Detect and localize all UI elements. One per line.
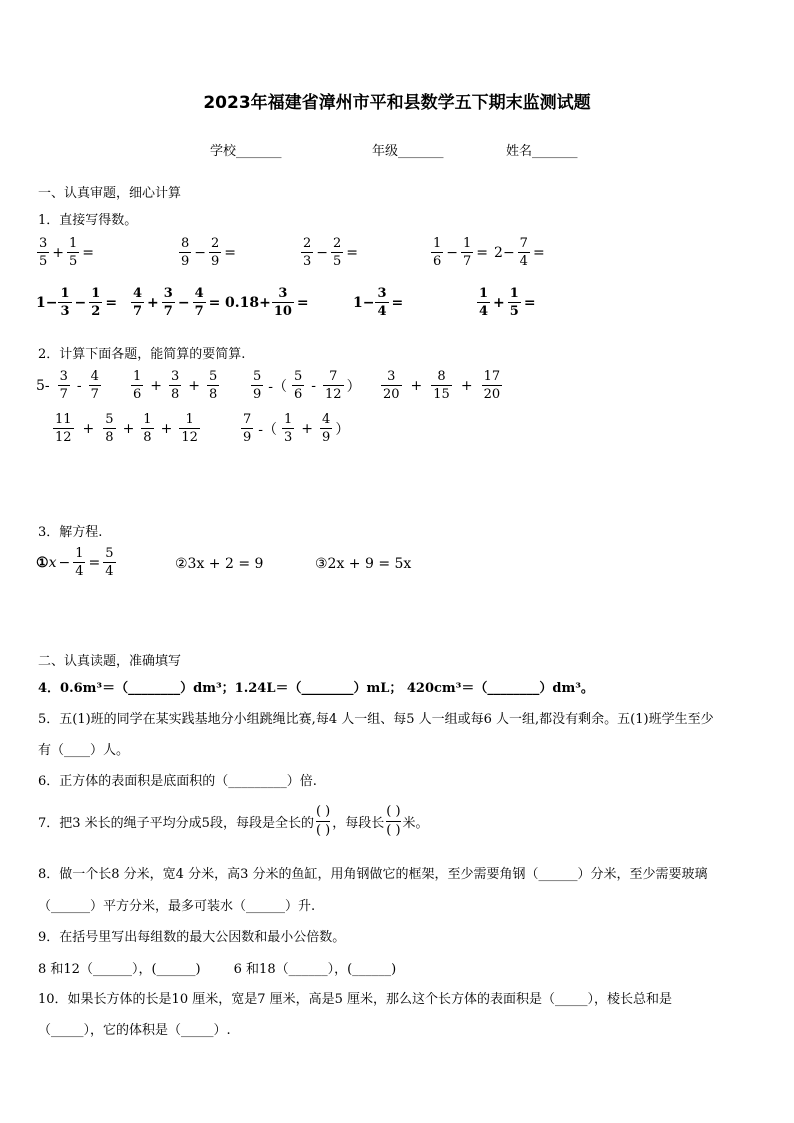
numerator: 1	[75, 546, 84, 561]
numerator: 3	[59, 369, 68, 384]
q4-text: 4．0.6m³＝（________）dm³；1.24L＝（________）mL； 420cm³＝（________）dm³。	[38, 681, 594, 696]
q1-expr-5	[36, 285, 119, 320]
operator: +	[52, 244, 65, 261]
name-field: 姓名_______	[506, 144, 578, 159]
operator: +	[410, 377, 423, 394]
lead-term: 2−	[494, 244, 515, 261]
equals: =	[224, 244, 237, 261]
denominator: 7	[90, 387, 99, 402]
numerator: 1	[133, 369, 142, 384]
lead-term: 1−	[36, 294, 58, 311]
q9-row: 8 和12（______），(______) 6 和18（______），(______)	[38, 962, 397, 977]
q1-expr-6	[130, 285, 222, 320]
q2-expr-3	[250, 368, 363, 403]
numerator: 5	[253, 369, 262, 384]
lead-term: 5-	[36, 377, 50, 394]
numerator: 8	[437, 369, 446, 384]
q9-text: 9．在括号里写出每组数的最大公因数和最小公倍数。	[38, 930, 346, 945]
denominator: 6	[433, 254, 442, 269]
operator: +	[147, 294, 159, 311]
operator: +	[160, 420, 173, 437]
denominator: 5	[39, 254, 48, 269]
blank-numerator: ( )	[386, 804, 401, 819]
denominator: 4	[479, 304, 489, 319]
school-field: 学校_______	[210, 144, 282, 159]
denominator: 8	[105, 430, 114, 445]
numerator: 1	[143, 412, 152, 427]
denominator: 6	[294, 387, 303, 402]
q1-expr-8	[353, 285, 405, 320]
operator: -（	[268, 378, 288, 395]
numerator: 11	[55, 412, 72, 427]
denominator: 9	[322, 430, 331, 445]
denominator: 4	[75, 564, 84, 579]
denominator: 4	[377, 304, 387, 319]
q2-expr-1	[36, 368, 102, 403]
numerator: 5	[105, 412, 114, 427]
numerator: 4	[322, 412, 331, 427]
numerator: 3	[278, 286, 288, 301]
q3-equation-3: ③2x + 9 = 5x	[315, 556, 412, 572]
denominator: 8	[171, 387, 180, 402]
denominator: 5	[69, 254, 78, 269]
numerator: 1	[479, 286, 489, 301]
equals: =	[82, 244, 95, 261]
denominator: 4	[105, 564, 114, 579]
numerator: 3	[387, 369, 396, 384]
denominator: 7	[163, 304, 173, 319]
q1-expr-7	[225, 285, 311, 320]
operator: +	[460, 377, 473, 394]
equals: =	[523, 294, 536, 311]
lead-term: 0.18+	[225, 294, 271, 311]
operator: −	[74, 294, 87, 311]
circled-number: ①	[36, 554, 49, 571]
q2-expr-5	[52, 411, 201, 446]
blank-denominator: ( )	[386, 823, 401, 838]
numerator: 1	[60, 286, 70, 301]
variable: x	[48, 554, 57, 571]
q1-expr-2	[178, 235, 238, 270]
denominator: 12	[181, 430, 198, 445]
denominator: 3	[60, 304, 70, 319]
equals: =	[88, 554, 101, 571]
q1-expr-4	[430, 235, 547, 270]
operator: +	[82, 420, 95, 437]
equals: =	[476, 244, 489, 261]
operator: +	[188, 377, 201, 394]
q7-part-b: ，每段长	[332, 816, 385, 831]
numerator: 4	[194, 286, 204, 301]
operator: +	[150, 377, 163, 394]
q7-part-a: 7．把3 米长的绳子平均分成5段，每段是全长的	[38, 816, 314, 831]
operator: +	[493, 294, 505, 311]
q10-text-line1: 10．如果长方体的长是10 厘米，宽是7 厘米，高是5 厘米，那么这个长方体的表面积是（_____），棱长总和是	[38, 992, 673, 1007]
grade-field: 年级_______	[372, 144, 444, 159]
numerator: 3	[171, 369, 180, 384]
q2-expr-6	[240, 411, 351, 446]
denominator: 12	[325, 387, 342, 402]
numerator: 1	[463, 236, 472, 251]
q1-expr-9	[476, 285, 538, 320]
denominator: 10	[273, 304, 292, 319]
equals: =	[532, 244, 545, 261]
equals: =	[208, 294, 221, 311]
denominator: 7	[463, 254, 472, 269]
numerator: 1	[433, 236, 442, 251]
section1-heading: 一、认真审题，细心计算	[38, 186, 182, 201]
q2-prompt: 2．计算下面各题，能简算的要简算.	[38, 347, 246, 362]
denominator: 8	[209, 387, 218, 402]
numerator: 7	[329, 369, 338, 384]
denominator: 2	[91, 304, 101, 319]
denominator: 5	[333, 254, 342, 269]
operator: −	[58, 554, 71, 571]
numerator: 2	[303, 236, 312, 251]
numerator: 1	[69, 236, 78, 251]
denominator: 7	[59, 387, 68, 402]
denominator: 4	[519, 254, 528, 269]
denominator: 9	[243, 430, 252, 445]
numerator: 1	[284, 412, 293, 427]
numerator: 17	[483, 369, 501, 384]
denominator: 3	[303, 254, 312, 269]
operator: −	[177, 294, 190, 311]
denominator: 8	[143, 430, 152, 445]
q5-text-line1: 5．五(1)班的同学在某实践基地分小组跳绳比赛,每4 人一组、每5 人一组或每6 人一组,都没有剩余。五(1)班学生至少	[38, 712, 714, 727]
q7-part-c: 米。	[402, 816, 429, 831]
q1-prompt: 1．直接写得数。	[38, 213, 138, 228]
numerator: 5	[294, 369, 303, 384]
q7-text	[38, 803, 429, 840]
equals: =	[296, 294, 309, 311]
numerator: 7	[243, 412, 252, 427]
q5-text-line2: 有（____）人。	[38, 743, 130, 758]
operator: -	[76, 377, 82, 394]
q3-equation-1	[36, 545, 117, 580]
page-title: 2023年福建省漳州市平和县数学五下期末监测试题	[203, 93, 591, 113]
denominator: 9	[211, 254, 220, 269]
operator: -（	[258, 421, 278, 438]
q2-expr-4	[380, 368, 503, 403]
denominator: 7	[194, 304, 204, 319]
operator: −	[446, 244, 459, 261]
close-paren: ）	[346, 378, 361, 395]
q3-prompt: 3．解方程.	[38, 525, 103, 540]
numerator: 3	[39, 236, 48, 251]
operator: -	[311, 377, 317, 394]
q8-text-line2: （______）平方分米，最多可装水（______）升.	[38, 899, 316, 914]
numerator: 5	[209, 369, 218, 384]
numerator: 2	[333, 236, 342, 251]
denominator: 6	[133, 387, 142, 402]
numerator: 8	[181, 236, 190, 251]
denominator: 5	[509, 304, 519, 319]
equals: =	[346, 244, 359, 261]
numerator: 2	[211, 236, 220, 251]
blank-numerator: ( )	[315, 804, 331, 819]
close-paren: ）	[335, 421, 350, 438]
section2-heading: 二、认真读题，准确填写	[38, 654, 182, 669]
numerator: 5	[105, 546, 114, 561]
numerator: 4	[133, 286, 143, 301]
equals: =	[391, 294, 404, 311]
q8-text-line1: 8．做一个长8 分米，宽4 分米，高3 分米的鱼缸，用角钢做它的框架，至少需要角钢（______）分米，至少需要玻璃	[38, 867, 708, 882]
denominator: 20	[483, 387, 501, 402]
denominator: 15	[433, 387, 450, 402]
numerator: 3	[163, 286, 173, 301]
numerator: 3	[377, 286, 387, 301]
numerator: 1	[185, 412, 194, 427]
numerator: 7	[519, 236, 528, 251]
denominator: 3	[284, 430, 293, 445]
q10-text-line2: （_____），它的体积是（_____）.	[38, 1023, 231, 1038]
operator: −	[194, 244, 207, 261]
q3-equation-2: ②3x + 2 = 9	[175, 556, 264, 572]
operator: −	[316, 244, 329, 261]
denominator: 12	[55, 430, 72, 445]
blank-denominator: ( )	[315, 823, 331, 838]
denominator: 20	[383, 387, 400, 402]
lead-term: 1−	[353, 294, 375, 311]
q2-expr-2	[130, 368, 220, 403]
numerator: 1	[91, 286, 101, 301]
denominator: 9	[181, 254, 190, 269]
q1-expr-3	[300, 235, 360, 270]
denominator: 7	[133, 304, 143, 319]
numerator: 1	[509, 286, 519, 301]
equals: =	[105, 294, 118, 311]
q1-expr-1	[36, 235, 96, 270]
operator: +	[301, 420, 314, 437]
denominator: 9	[253, 387, 262, 402]
operator: +	[122, 420, 135, 437]
q6-text: 6．正方体的表面积是底面积的（_________）倍.	[38, 774, 317, 789]
numerator: 4	[90, 369, 99, 384]
